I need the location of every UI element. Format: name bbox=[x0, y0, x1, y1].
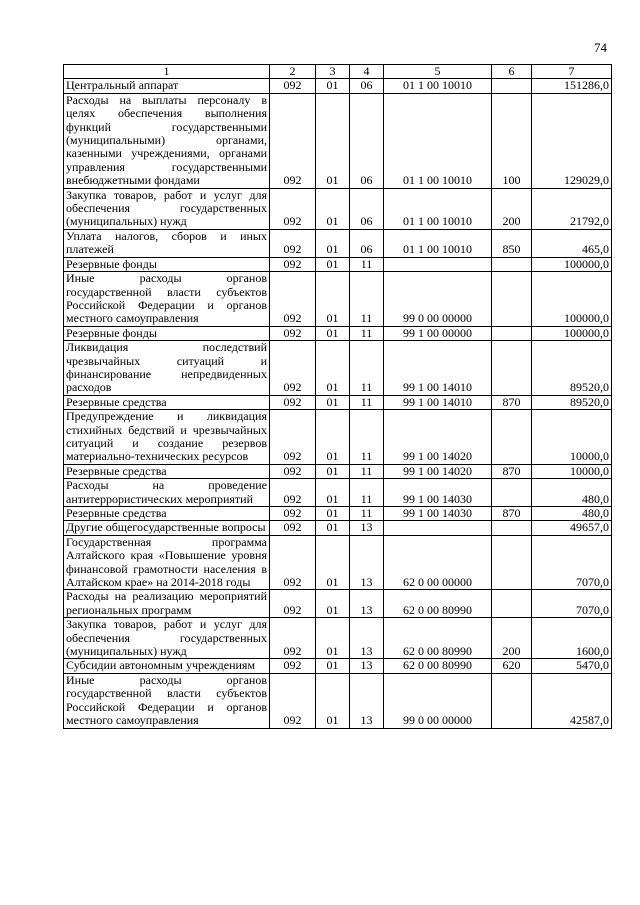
expense-type: 870 bbox=[492, 395, 532, 409]
target-article: 99 1 00 14020 bbox=[384, 464, 492, 478]
subsection-code: 06 bbox=[350, 229, 384, 257]
ministry-code: 092 bbox=[270, 479, 316, 507]
target-article: 62 0 00 80990 bbox=[384, 590, 492, 618]
target-article: 99 1 00 14010 bbox=[384, 341, 492, 396]
expense-type bbox=[492, 257, 532, 271]
subsection-code: 13 bbox=[350, 618, 384, 659]
row-name: Субсидии автономным учреждениям bbox=[64, 659, 270, 673]
column-header-2: 2 bbox=[270, 65, 316, 79]
amount: 100000,0 bbox=[532, 326, 612, 340]
ministry-code: 092 bbox=[270, 93, 316, 188]
row-name: Резервные фонды bbox=[64, 326, 270, 340]
expense-type bbox=[492, 410, 532, 465]
target-article: 99 0 00 00000 bbox=[384, 673, 492, 728]
amount: 480,0 bbox=[532, 479, 612, 507]
page-number: 74 bbox=[594, 40, 607, 55]
target-article: 99 1 00 00000 bbox=[384, 326, 492, 340]
target-article: 99 1 00 14030 bbox=[384, 479, 492, 507]
row-name: Уплата налогов, сборов и иных платежей bbox=[64, 229, 270, 257]
amount: 7070,0 bbox=[532, 590, 612, 618]
ministry-code: 092 bbox=[270, 410, 316, 465]
ministry-code: 092 bbox=[270, 326, 316, 340]
target-article: 99 1 00 14020 bbox=[384, 410, 492, 465]
expense-type: 100 bbox=[492, 93, 532, 188]
expense-type bbox=[492, 272, 532, 327]
section-code: 01 bbox=[316, 229, 350, 257]
ministry-code: 092 bbox=[270, 507, 316, 521]
section-code: 01 bbox=[316, 326, 350, 340]
target-article: 99 1 00 14010 bbox=[384, 395, 492, 409]
subsection-code: 11 bbox=[350, 410, 384, 465]
section-code: 01 bbox=[316, 673, 350, 728]
section-code: 01 bbox=[316, 272, 350, 327]
subsection-code: 13 bbox=[350, 659, 384, 673]
expense-type: 870 bbox=[492, 464, 532, 478]
section-code: 01 bbox=[316, 410, 350, 465]
amount: 49657,0 bbox=[532, 521, 612, 535]
row-name: Резервные средства bbox=[64, 507, 270, 521]
ministry-code: 092 bbox=[270, 673, 316, 728]
section-code: 01 bbox=[316, 659, 350, 673]
row-name: Расходы на реализацию мероприятий региональных программ bbox=[64, 590, 270, 618]
table-body bbox=[64, 79, 612, 728]
expense-type bbox=[492, 535, 532, 590]
table-row bbox=[64, 464, 612, 478]
table-row bbox=[64, 229, 612, 257]
section-code: 01 bbox=[316, 257, 350, 271]
budget-table bbox=[63, 64, 612, 729]
expense-type bbox=[492, 341, 532, 396]
section-code: 01 bbox=[316, 79, 350, 93]
ministry-code: 092 bbox=[270, 618, 316, 659]
table-row bbox=[64, 507, 612, 521]
table-row bbox=[64, 410, 612, 465]
row-name: Государственная программа Алтайского края «Повышение уровня финансовой грамотности населения в Алтайском крае» на 2014-2018 годы bbox=[64, 535, 270, 590]
column-header-1: 1 bbox=[64, 65, 270, 79]
target-article bbox=[384, 257, 492, 271]
amount: 100000,0 bbox=[532, 257, 612, 271]
subsection-code: 11 bbox=[350, 257, 384, 271]
amount: 89520,0 bbox=[532, 395, 612, 409]
expense-type: 870 bbox=[492, 507, 532, 521]
subsection-code: 11 bbox=[350, 395, 384, 409]
row-name: Закупка товаров, работ и услуг для обеспечения государственных (муниципальных) нужд bbox=[64, 188, 270, 229]
ministry-code: 092 bbox=[270, 79, 316, 93]
table-row bbox=[64, 618, 612, 659]
ministry-code: 092 bbox=[270, 590, 316, 618]
expense-type: 200 bbox=[492, 618, 532, 659]
amount: 10000,0 bbox=[532, 410, 612, 465]
row-name: Иные расходы органов государственной власти субъектов Российской Федерации и органов местного самоуправления bbox=[64, 673, 270, 728]
amount: 151286,0 bbox=[532, 79, 612, 93]
ministry-code: 092 bbox=[270, 659, 316, 673]
target-article: 99 0 00 00000 bbox=[384, 272, 492, 327]
table-row bbox=[64, 673, 612, 728]
subsection-code: 13 bbox=[350, 590, 384, 618]
table-row bbox=[64, 272, 612, 327]
header-row bbox=[64, 65, 612, 79]
amount: 1600,0 bbox=[532, 618, 612, 659]
subsection-code: 11 bbox=[350, 464, 384, 478]
expense-type: 850 bbox=[492, 229, 532, 257]
column-header-3: 3 bbox=[316, 65, 350, 79]
target-article: 99 1 00 14030 bbox=[384, 507, 492, 521]
target-article: 01 1 00 10010 bbox=[384, 79, 492, 93]
subsection-code: 13 bbox=[350, 521, 384, 535]
table-row bbox=[64, 395, 612, 409]
subsection-code: 06 bbox=[350, 79, 384, 93]
expense-type: 620 bbox=[492, 659, 532, 673]
column-header-6: 6 bbox=[492, 65, 532, 79]
subsection-code: 11 bbox=[350, 272, 384, 327]
table-row bbox=[64, 326, 612, 340]
column-header-4: 4 bbox=[350, 65, 384, 79]
table-row bbox=[64, 479, 612, 507]
amount: 10000,0 bbox=[532, 464, 612, 478]
table-row bbox=[64, 590, 612, 618]
section-code: 01 bbox=[316, 521, 350, 535]
section-code: 01 bbox=[316, 395, 350, 409]
table-row bbox=[64, 79, 612, 93]
row-name: Иные расходы органов государственной власти субъектов Российской Федерации и органов местного самоуправления bbox=[64, 272, 270, 327]
ministry-code: 092 bbox=[270, 535, 316, 590]
amount: 129029,0 bbox=[532, 93, 612, 188]
expense-type bbox=[492, 479, 532, 507]
subsection-code: 11 bbox=[350, 326, 384, 340]
section-code: 01 bbox=[316, 507, 350, 521]
row-name: Резервные средства bbox=[64, 395, 270, 409]
ministry-code: 092 bbox=[270, 188, 316, 229]
expense-type bbox=[492, 521, 532, 535]
target-article: 62 0 00 00000 bbox=[384, 535, 492, 590]
expense-type bbox=[492, 79, 532, 93]
target-article: 62 0 00 80990 bbox=[384, 618, 492, 659]
ministry-code: 092 bbox=[270, 229, 316, 257]
subsection-code: 13 bbox=[350, 535, 384, 590]
row-name: Расходы на проведение антитеррористических мероприятий bbox=[64, 479, 270, 507]
table-row bbox=[64, 535, 612, 590]
row-name: Ликвидация последствий чрезвычайных ситуаций и финансирование непредвиденных расходов bbox=[64, 341, 270, 396]
section-code: 01 bbox=[316, 464, 350, 478]
target-article bbox=[384, 521, 492, 535]
expense-type bbox=[492, 590, 532, 618]
ministry-code: 092 bbox=[270, 464, 316, 478]
ministry-code: 092 bbox=[270, 257, 316, 271]
ministry-code: 092 bbox=[270, 341, 316, 396]
row-name: Закупка товаров, работ и услуг для обеспечения государственных (муниципальных) нужд bbox=[64, 618, 270, 659]
section-code: 01 bbox=[316, 341, 350, 396]
expense-type bbox=[492, 326, 532, 340]
table-row bbox=[64, 341, 612, 396]
table-row bbox=[64, 188, 612, 229]
ministry-code: 092 bbox=[270, 521, 316, 535]
amount: 465,0 bbox=[532, 229, 612, 257]
amount: 89520,0 bbox=[532, 341, 612, 396]
expense-type bbox=[492, 673, 532, 728]
section-code: 01 bbox=[316, 590, 350, 618]
row-name: Резервные средства bbox=[64, 464, 270, 478]
column-header-7: 7 bbox=[532, 65, 612, 79]
table-row bbox=[64, 659, 612, 673]
row-name: Расходы на выплаты персоналу в целях обеспечения выполнения функций государственными (муниципальными) органами, казенными учреждениями, органами управления государственными внебюджетными фондами bbox=[64, 93, 270, 188]
subsection-code: 11 bbox=[350, 341, 384, 396]
subsection-code: 06 bbox=[350, 93, 384, 188]
amount: 480,0 bbox=[532, 507, 612, 521]
subsection-code: 11 bbox=[350, 507, 384, 521]
table-row bbox=[64, 521, 612, 535]
expense-type: 200 bbox=[492, 188, 532, 229]
section-code: 01 bbox=[316, 535, 350, 590]
target-article: 01 1 00 10010 bbox=[384, 188, 492, 229]
row-name: Другие общегосударственные вопросы bbox=[64, 521, 270, 535]
section-code: 01 bbox=[316, 188, 350, 229]
subsection-code: 11 bbox=[350, 479, 384, 507]
ministry-code: 092 bbox=[270, 272, 316, 327]
table-row bbox=[64, 257, 612, 271]
subsection-code: 06 bbox=[350, 188, 384, 229]
row-name: Резервные фонды bbox=[64, 257, 270, 271]
row-name: Предупреждение и ликвидация стихийных бедствий и чрезвычайных ситуаций и создание резервов материально-технических ресурсов bbox=[64, 410, 270, 465]
amount: 42587,0 bbox=[532, 673, 612, 728]
section-code: 01 bbox=[316, 93, 350, 188]
target-article: 01 1 00 10010 bbox=[384, 93, 492, 188]
section-code: 01 bbox=[316, 479, 350, 507]
amount: 21792,0 bbox=[532, 188, 612, 229]
target-article: 62 0 00 80990 bbox=[384, 659, 492, 673]
ministry-code: 092 bbox=[270, 395, 316, 409]
table-row bbox=[64, 93, 612, 188]
section-code: 01 bbox=[316, 618, 350, 659]
column-header-5: 5 bbox=[384, 65, 492, 79]
amount: 100000,0 bbox=[532, 272, 612, 327]
subsection-code: 13 bbox=[350, 673, 384, 728]
amount: 5470,0 bbox=[532, 659, 612, 673]
row-name: Центральный аппарат bbox=[64, 79, 270, 93]
target-article: 01 1 00 10010 bbox=[384, 229, 492, 257]
amount: 7070,0 bbox=[532, 535, 612, 590]
